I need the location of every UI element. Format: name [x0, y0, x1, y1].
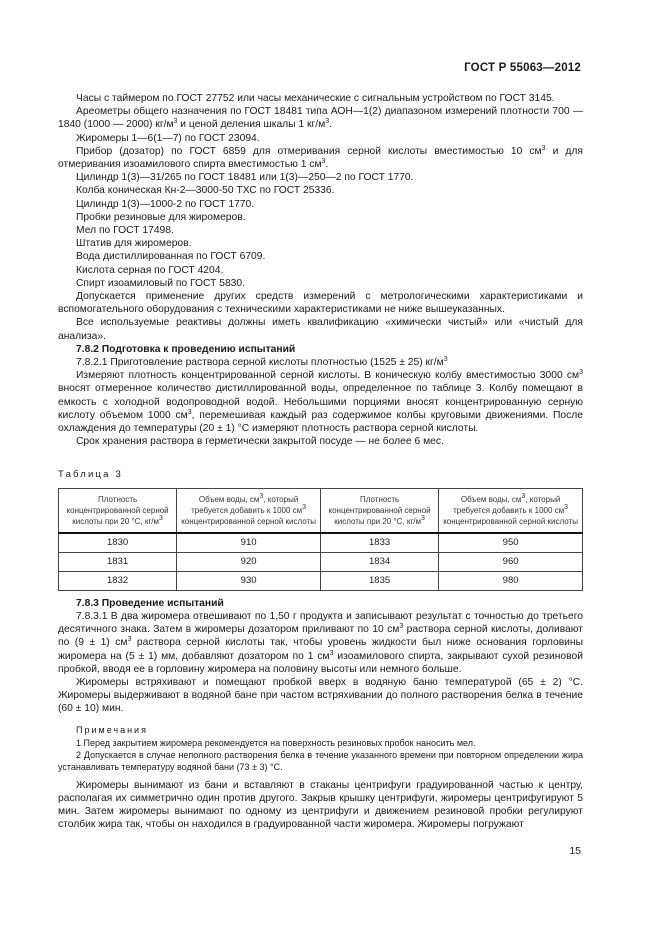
measure-paragraph: Измеряют плотность концентрированной серной кислоты. В коническую колбу вместимостью 3000 $см^3$ вносят отмеренное количество дистиллированной воды, определенное по таблице 3. Колбу помещают в емкость с холодной водопроводной водой. Небольшими порциями вносят концентрированную серную кислоту объемом 1000 $см^3$, перемешивая каждый раз содержимое колбы круговыми движениями. После охлаждения до температуры (20 ± 1) °С измеряют плотность раствора серной кислоты.	[58, 369, 583, 435]
page-content	[58, 92, 583, 832]
table-header-cell: Плотность концентрированной серной кислоты при 20 °С, $кг/м^3$	[320, 488, 438, 533]
procedure-paragraph: 7.8.3.1 В два жиромера отвешивают по 1,50 г продукта и записывают результат с точностью до третьего десятичного знака. Затем в жиромеры дозатором приливают по 10 $см^3$ раствора серной кислоты, доливают по (9 ± 1) $см^3$ раствора серной кислоты так, чтобы уровень жидкости был ниже основания горловины жиромера на (5 ± 1) мм, добавляют дозатором по 1 $см^3$ изоамилового спирта, закрывают сухой резиновой пробкой, вводя ее в горловину жиромера на половину высоты или немного больше.	[58, 610, 583, 675]
table-row	[59, 533, 583, 553]
equipment-line: Колба коническая Кн-2—3000-50 ТХС по ГОСТ 25336.	[76, 185, 335, 197]
section-heading-7-8-2: 7.8.2 Подготовка к проведению испытаний	[76, 343, 296, 355]
table-header-cell: Плотность концентрированной серной кислоты при 20 °С, $кг/м^3$	[59, 488, 177, 533]
table-cell: 1835	[320, 571, 438, 590]
table-header-row	[59, 488, 583, 533]
centrifuge-paragraph: Жиромеры вынимают из бани и вставляют в стаканы центрифуги градуированной частью к центру, располагая их симметрично один против другого. Закрыв крышку центрифуги, жиромеры центрифугируют 5 мин. Затем жиромеры вынимают по одному из центрифуги и движением резиновой пробки регулируют столбик жира так, чтобы он находился в градуированной части жиромера. Жиромеры погружают	[58, 779, 583, 831]
table-cell: 950	[439, 533, 583, 553]
table-cell: 1831	[59, 552, 177, 571]
table-cell: 1833	[320, 533, 438, 553]
equipment-line: Кислота серная по ГОСТ 4204.	[76, 264, 224, 276]
equipment-line: Прибор (дозатор) по ГОСТ 6859 для отмеривания серной кислоты вместимостью 10 $см^3$ и для отмеривания изоамилового спирта вместимостью 1 $см^3$.	[58, 144, 583, 171]
document-header: ГОСТ Р 55063—2012	[464, 62, 581, 74]
equipment-line: Штатив для жиромеров.	[76, 238, 192, 250]
subsection-7-8-2-1: 7.8.2.1 Приготовление раствора серной кислоты плотностью (1525 ± 25) $кг/м^3$	[76, 356, 448, 369]
storage-paragraph: Срок хранения раствора в герметически закрытой посуде — не более 6 мес.	[76, 436, 444, 448]
equipment-line: Вода дистиллированная по ГОСТ 6709.	[76, 251, 266, 263]
allowed-paragraph: Допускается применение других средств измерений с метрологическими характеристиками и вспомогательного оборудования с техническими характеристиками не ниже вышеуказанных.	[58, 291, 583, 316]
table-cell: 920	[177, 552, 321, 571]
table-cell: 960	[439, 552, 583, 571]
equipment-line: Ареометры общего назначения по ГОСТ 18481 типа АОН—1(2) диапазоном измерений плотности 700 — 1840 (1000 — 2000) $кг/м^3$ и ценой деления шкалы 1 $кг/м^3$.	[58, 106, 583, 131]
table-cell: 910	[177, 533, 321, 553]
table-cell: 1830	[59, 533, 177, 553]
equipment-line: Цилиндр 1(3)—1000-2 по ГОСТ 1770.	[76, 198, 255, 210]
equipment-line: Пробки резиновые для жиромеров.	[76, 211, 246, 223]
table-header-cell: Объем воды, $см^3$, который требуется добавить к 1000 $см^3$ концентрированной серной кислоты	[177, 488, 321, 533]
table-cell: 930	[177, 571, 321, 590]
note-item: 1 Перед закрытием жиромера рекомендуется на поверхность резиновых пробок наносить мел.	[76, 737, 476, 748]
section-heading-7-8-3: 7.8.3 Проведение испытаний	[76, 597, 224, 609]
table-caption: Таблица 3	[58, 469, 123, 481]
table-row	[59, 552, 583, 571]
equipment-line: Мел по ГОСТ 17498.	[76, 225, 174, 237]
note-item: 2 Допускается в случае неполного растворения белка в течение указанного времени при повторном определении жира устанавливать температуру водяной бани (73 ± 3) °С.	[58, 749, 583, 772]
table-cell: 1832	[59, 571, 177, 590]
page-number: 15	[569, 845, 581, 857]
equipment-line: Часы с таймером по ГОСТ 27752 или часы механические с сигнальным устройством по ГОСТ 3145.	[76, 93, 555, 104]
equipment-line: Цилиндр 1(3)—31/265 по ГОСТ 18481 или 1(3)—250—2 по ГОСТ 1770.	[76, 172, 414, 184]
table-row	[59, 571, 583, 590]
table-header-cell: Объем воды, $см^3$, который требуется добавить к 1000 $см^3$ концентрированной серной кислоты	[439, 488, 583, 533]
table-cell: 1834	[320, 552, 438, 571]
table-3	[58, 488, 583, 591]
shake-paragraph: Жиромеры встряхивают и помещают пробкой вверх в водяную баню температурой (65 ± 2) °С. Жиромеры выдерживают в водяной бане при частом встряхивании до полного растворения белка в течение (60 ± 10) мин.	[58, 676, 583, 715]
notes-title: Примечания	[76, 724, 148, 735]
equipment-line: Жиромеры 1—6(1—7) по ГОСТ 23094.	[76, 132, 260, 144]
table-cell: 980	[439, 571, 583, 590]
equipment-line: Спирт изоамиловый по ГОСТ 5830.	[76, 277, 245, 289]
reagents-paragraph: Все используемые реактивы должны иметь квалификацию «химически чистый» или «чистый для анализа».	[58, 317, 583, 342]
